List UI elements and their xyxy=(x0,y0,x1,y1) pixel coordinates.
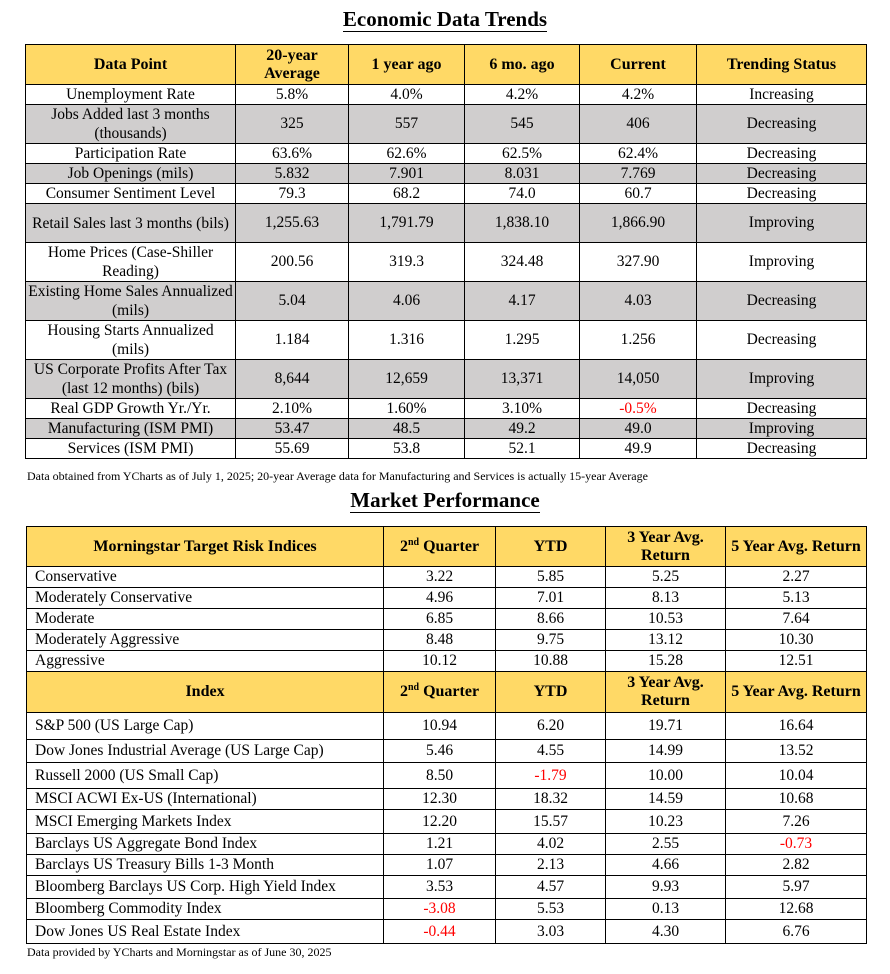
row-label: Unemployment Rate xyxy=(26,85,236,105)
table-cell: 1,838.10 xyxy=(465,204,580,243)
table-cell: 8.66 xyxy=(496,609,606,630)
table-cell: -3.08 xyxy=(384,899,496,920)
table-cell: Improving xyxy=(697,360,867,399)
table-cell: 52.1 xyxy=(465,439,580,459)
table-cell: 60.7 xyxy=(580,184,697,204)
economic-title: Economic Data Trends xyxy=(342,7,548,31)
market-row xyxy=(27,876,867,899)
row-label: Consumer Sentiment Level xyxy=(26,184,236,204)
economic-row xyxy=(26,85,867,105)
table-cell: 2.10% xyxy=(236,399,349,419)
table-cell: 10.88 xyxy=(496,651,606,672)
header-ytd: YTD xyxy=(496,672,606,713)
table-cell: 4.17 xyxy=(465,282,580,321)
table-cell: 12.68 xyxy=(726,899,867,920)
table-cell: 79.3 xyxy=(236,184,349,204)
table-cell: 53.47 xyxy=(236,419,349,439)
table-cell: 319.3 xyxy=(349,243,465,282)
table-cell: 8.48 xyxy=(384,630,496,651)
table-cell: 12.30 xyxy=(384,789,496,810)
table-cell: 12.20 xyxy=(384,810,496,834)
table-cell: 324.48 xyxy=(465,243,580,282)
header-3-year-return: 3 Year Avg. Return xyxy=(606,527,726,567)
table-cell: 4.57 xyxy=(496,876,606,899)
header-first-column: Morningstar Target Risk Indices xyxy=(27,527,384,567)
table-cell: 2.13 xyxy=(496,855,606,876)
table-cell: 4.02 xyxy=(496,834,606,855)
table-cell: 18.32 xyxy=(496,789,606,810)
market-row xyxy=(27,899,867,920)
table-cell: 63.6% xyxy=(236,144,349,164)
table-cell: 4.06 xyxy=(349,282,465,321)
table-cell: 5.04 xyxy=(236,282,349,321)
table-cell: 7.769 xyxy=(580,164,697,184)
table-cell: 3.22 xyxy=(384,567,496,588)
table-cell: 3.03 xyxy=(496,920,606,944)
market-row xyxy=(27,789,867,810)
economic-row xyxy=(26,164,867,184)
table-cell: 3.53 xyxy=(384,876,496,899)
table-cell: -0.73 xyxy=(726,834,867,855)
row-label: Job Openings (mils) xyxy=(26,164,236,184)
table-cell: 9.75 xyxy=(496,630,606,651)
economic-source-note: Data obtained from YCharts as of July 1, 2025; 20-year Average data for Manufacturing and Services is actually 15-year Average xyxy=(27,469,648,483)
header-current: Current xyxy=(580,45,697,85)
table-cell: 49.9 xyxy=(580,439,697,459)
table-cell: Improving xyxy=(697,204,867,243)
market-row xyxy=(27,810,867,834)
table-cell: 4.2% xyxy=(465,85,580,105)
table-cell: 53.8 xyxy=(349,439,465,459)
table-cell: 10.00 xyxy=(606,763,726,789)
economic-row xyxy=(26,399,867,419)
row-label: Manufacturing (ISM PMI) xyxy=(26,419,236,439)
row-label: Moderately Conservative xyxy=(27,588,384,609)
economic-data-table xyxy=(25,44,867,459)
header-5-year-return: 5 Year Avg. Return xyxy=(726,527,867,567)
market-performance-table xyxy=(26,526,867,944)
header-first-column: Index xyxy=(27,672,384,713)
quarter-number: 2 xyxy=(399,683,408,700)
table-cell: 74.0 xyxy=(465,184,580,204)
quarter-number: 2 xyxy=(399,537,408,555)
table-cell: 0.13 xyxy=(606,899,726,920)
index-header-row xyxy=(27,672,867,713)
table-cell: 5.832 xyxy=(236,164,349,184)
quarter-ordinal: nd xyxy=(407,682,420,693)
table-cell: 8,644 xyxy=(236,360,349,399)
economic-row xyxy=(26,105,867,144)
market-row xyxy=(27,630,867,651)
economic-row xyxy=(26,282,867,321)
table-cell: 7.901 xyxy=(349,164,465,184)
row-label: Bloomberg Barclays US Corp. High Yield Index xyxy=(27,876,384,899)
quarter-word: Quarter xyxy=(419,683,480,700)
table-cell: 4.30 xyxy=(606,920,726,944)
table-cell: Decreasing xyxy=(697,105,867,144)
header-6-mo-ago: 6 mo. ago xyxy=(465,45,580,85)
table-cell: Increasing xyxy=(697,85,867,105)
table-cell: 1,866.90 xyxy=(580,204,697,243)
table-cell: 62.6% xyxy=(349,144,465,164)
table-cell: 48.5 xyxy=(349,419,465,439)
table-cell: Decreasing xyxy=(697,321,867,360)
market-row xyxy=(27,567,867,588)
table-cell: 1,791.79 xyxy=(349,204,465,243)
table-cell: 10.23 xyxy=(606,810,726,834)
table-cell: 1,255.63 xyxy=(236,204,349,243)
quarter-ordinal: nd xyxy=(407,536,420,548)
header-5-year-return: 5 Year Avg. Return xyxy=(726,672,867,713)
table-cell: 55.69 xyxy=(236,439,349,459)
market-title: Market Performance xyxy=(350,488,540,512)
table-cell: 13.52 xyxy=(726,740,867,763)
table-cell: 4.55 xyxy=(496,740,606,763)
market-source-note: Data provided by YCharts and Morningstar as of June 30, 2025 xyxy=(27,945,332,959)
row-label: Moderate xyxy=(27,609,384,630)
table-cell: 10.53 xyxy=(606,609,726,630)
table-cell: 4.96 xyxy=(384,588,496,609)
table-cell: 9.93 xyxy=(606,876,726,899)
table-cell: 4.0% xyxy=(349,85,465,105)
table-cell: 6.85 xyxy=(384,609,496,630)
table-cell: 68.2 xyxy=(349,184,465,204)
table-cell: 3.10% xyxy=(465,399,580,419)
economic-row xyxy=(26,184,867,204)
table-cell: 406 xyxy=(580,105,697,144)
table-cell: 4.2% xyxy=(580,85,697,105)
table-cell: 7.01 xyxy=(496,588,606,609)
table-cell: Decreasing xyxy=(697,282,867,321)
market-row xyxy=(27,763,867,789)
row-label: Retail Sales last 3 months (bils) xyxy=(26,204,236,243)
table-cell: Improving xyxy=(697,243,867,282)
table-cell: 557 xyxy=(349,105,465,144)
table-cell: 1.07 xyxy=(384,855,496,876)
table-cell: 5.46 xyxy=(384,740,496,763)
table-cell: 6.20 xyxy=(496,713,606,740)
table-cell: 6.76 xyxy=(726,920,867,944)
market-row xyxy=(27,651,867,672)
table-cell: 2.27 xyxy=(726,567,867,588)
table-cell: 325 xyxy=(236,105,349,144)
table-cell: 5.25 xyxy=(606,567,726,588)
table-cell: 1.184 xyxy=(236,321,349,360)
table-cell: Decreasing xyxy=(697,144,867,164)
row-label: Conservative xyxy=(27,567,384,588)
row-label: Moderately Aggressive xyxy=(27,630,384,651)
row-label: Dow Jones US Real Estate Index xyxy=(27,920,384,944)
header-1-year-ago: 1 year ago xyxy=(349,45,465,85)
table-cell: 14.99 xyxy=(606,740,726,763)
table-cell: 5.13 xyxy=(726,588,867,609)
table-cell: 1.316 xyxy=(349,321,465,360)
table-cell: 10.12 xyxy=(384,651,496,672)
table-cell: Decreasing xyxy=(697,164,867,184)
market-row xyxy=(27,588,867,609)
economic-row xyxy=(26,439,867,459)
header-data-point: Data Point xyxy=(26,45,236,85)
row-label: Barclays US Treasury Bills 1-3 Month xyxy=(27,855,384,876)
table-cell: 200.56 xyxy=(236,243,349,282)
row-label: US Corporate Profits After Tax (last 12 months) (bils) xyxy=(26,360,236,399)
row-label: Barclays US Aggregate Bond Index xyxy=(27,834,384,855)
economic-row xyxy=(26,144,867,164)
row-label: MSCI ACWI Ex-US (International) xyxy=(27,789,384,810)
table-cell: 4.03 xyxy=(580,282,697,321)
row-label: Participation Rate xyxy=(26,144,236,164)
table-cell: 327.90 xyxy=(580,243,697,282)
row-label: MSCI Emerging Markets Index xyxy=(27,810,384,834)
table-cell: 4.66 xyxy=(606,855,726,876)
table-cell: 2.55 xyxy=(606,834,726,855)
header-quarter xyxy=(384,527,496,567)
table-cell: 12.51 xyxy=(726,651,867,672)
market-row xyxy=(27,920,867,944)
table-cell: 1.60% xyxy=(349,399,465,419)
table-cell: Decreasing xyxy=(697,439,867,459)
table-cell: 2.82 xyxy=(726,855,867,876)
market-row xyxy=(27,740,867,763)
row-label: Existing Home Sales Annualized (mils) xyxy=(26,282,236,321)
table-cell: 14.59 xyxy=(606,789,726,810)
table-cell: 8.031 xyxy=(465,164,580,184)
economic-row xyxy=(26,204,867,243)
table-cell: -0.5% xyxy=(580,399,697,419)
table-cell: 15.28 xyxy=(606,651,726,672)
table-cell: Decreasing xyxy=(697,184,867,204)
row-label: Bloomberg Commodity Index xyxy=(27,899,384,920)
header-quarter xyxy=(384,672,496,713)
table-cell: 10.68 xyxy=(726,789,867,810)
table-cell: 8.50 xyxy=(384,763,496,789)
table-cell: 7.26 xyxy=(726,810,867,834)
market-row xyxy=(27,855,867,876)
row-label: Jobs Added last 3 months (thousands) xyxy=(26,105,236,144)
table-cell: 1.21 xyxy=(384,834,496,855)
table-cell: 62.5% xyxy=(465,144,580,164)
row-label: Housing Starts Annualized (mils) xyxy=(26,321,236,360)
row-label: Aggressive xyxy=(27,651,384,672)
table-cell: 8.13 xyxy=(606,588,726,609)
table-cell: 62.4% xyxy=(580,144,697,164)
morningstar-header-row xyxy=(27,527,867,567)
quarter-word: Quarter xyxy=(419,537,480,555)
table-cell: 5.85 xyxy=(496,567,606,588)
table-cell: 12,659 xyxy=(349,360,465,399)
table-cell: 13,371 xyxy=(465,360,580,399)
table-cell: Improving xyxy=(697,419,867,439)
header-3-year-return: 3 Year Avg. Return xyxy=(606,672,726,713)
table-cell: 14,050 xyxy=(580,360,697,399)
row-label: Dow Jones Industrial Average (US Large Cap) xyxy=(27,740,384,763)
row-label: Home Prices (Case-Shiller Reading) xyxy=(26,243,236,282)
market-row xyxy=(27,834,867,855)
table-cell: 10.94 xyxy=(384,713,496,740)
table-cell: -1.79 xyxy=(496,763,606,789)
row-label: Russell 2000 (US Small Cap) xyxy=(27,763,384,789)
economic-row xyxy=(26,360,867,399)
table-cell: 1.256 xyxy=(580,321,697,360)
table-cell: 10.30 xyxy=(726,630,867,651)
table-cell: 10.04 xyxy=(726,763,867,789)
market-row xyxy=(27,609,867,630)
economic-row xyxy=(26,419,867,439)
market-row xyxy=(27,713,867,740)
table-cell: 5.97 xyxy=(726,876,867,899)
table-cell: 5.8% xyxy=(236,85,349,105)
table-cell: Decreasing xyxy=(697,399,867,419)
row-label: Services (ISM PMI) xyxy=(26,439,236,459)
header-ytd: YTD xyxy=(496,527,606,567)
table-cell: 15.57 xyxy=(496,810,606,834)
row-label: S&P 500 (US Large Cap) xyxy=(27,713,384,740)
header-trending-status: Trending Status xyxy=(697,45,867,85)
table-cell: 1.295 xyxy=(465,321,580,360)
table-cell: 5.53 xyxy=(496,899,606,920)
table-cell: 13.12 xyxy=(606,630,726,651)
table-cell: 49.2 xyxy=(465,419,580,439)
economic-row xyxy=(26,243,867,282)
table-cell: 7.64 xyxy=(726,609,867,630)
table-cell: 19.71 xyxy=(606,713,726,740)
header-20-year-average: 20-year Average xyxy=(236,45,349,85)
table-cell: -0.44 xyxy=(384,920,496,944)
table-cell: 16.64 xyxy=(726,713,867,740)
table-cell: 545 xyxy=(465,105,580,144)
table-cell: 49.0 xyxy=(580,419,697,439)
economic-row xyxy=(26,321,867,360)
economic-header-row xyxy=(26,45,867,85)
row-label: Real GDP Growth Yr./Yr. xyxy=(26,399,236,419)
